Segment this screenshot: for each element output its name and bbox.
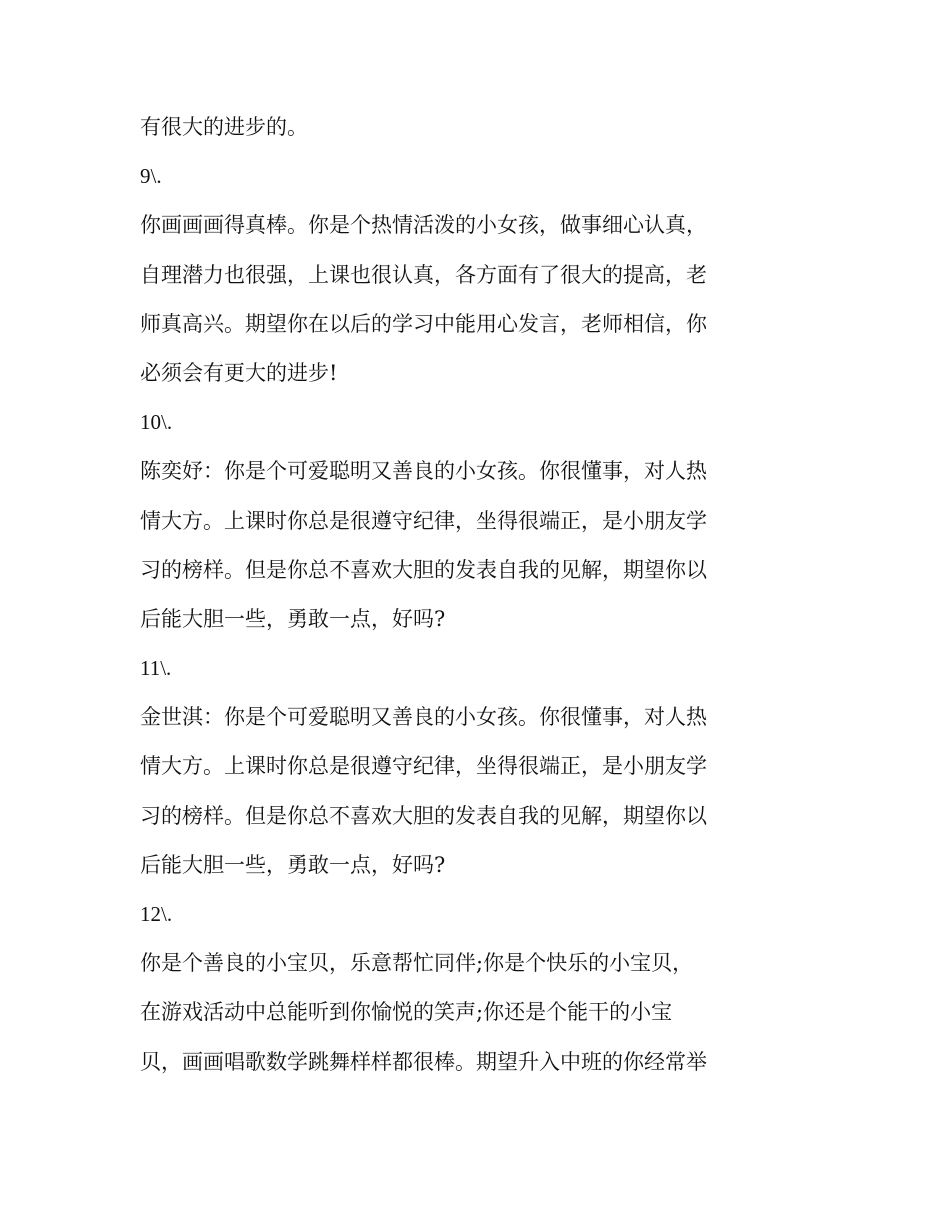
text-line: 自理潜力也很强，上课也很认真，各方面有了很大的提高，老 — [140, 262, 707, 287]
text-line: 你画画画得真棒。你是个热情活泼的小女孩，做事细心认真， — [140, 213, 707, 238]
text-line: 贝，画画唱歌数学跳舞样样都很棒。期望升入中班的你经常举 — [140, 1049, 707, 1074]
text-line: 后能大胆一些，勇敢一点，好吗? — [140, 852, 446, 877]
text-line: 习的榜样。但是你总不喜欢大胆的发表自我的见解，期望你以 — [140, 557, 707, 582]
text-line: 陈奕妤：你是个可爱聪明又善良的小女孩。你很懂事，对人热 — [140, 459, 707, 484]
item-number: 11\. — [140, 656, 172, 681]
text-line: 习的榜样。但是你总不喜欢大胆的发表自我的见解，期望你以 — [140, 803, 707, 828]
text-line: 后能大胆一些，勇敢一点，好吗? — [140, 606, 446, 631]
text-line: 你是个善良的小宝贝，乐意帮忙同伴;你是个快乐的小宝贝， — [140, 951, 694, 976]
item-number: 10\. — [140, 410, 173, 435]
text-line: 情大方。上课时你总是很遵守纪律，坐得很端正，是小朋友学 — [140, 754, 707, 779]
text-line: 师真高兴。期望你在以后的学习中能用心发言，老师相信，你 — [140, 311, 707, 336]
document-body — [140, 103, 820, 1087]
text-line: 金世淇：你是个可爱聪明又善良的小女孩。你很懂事，对人热 — [140, 705, 707, 730]
item-number: 12\. — [140, 902, 173, 926]
text-line: 必须会有更大的进步! — [140, 360, 338, 385]
text-line: 在游戏活动中总能听到你愉悦的笑声;你还是个能干的小宝 — [140, 1000, 673, 1025]
text-line: 情大方。上课时你总是很遵守纪律，坐得很端正，是小朋友学 — [140, 508, 707, 533]
item-number: 9\. — [140, 164, 162, 189]
text-line: 有很大的进步的。 — [140, 115, 308, 139]
